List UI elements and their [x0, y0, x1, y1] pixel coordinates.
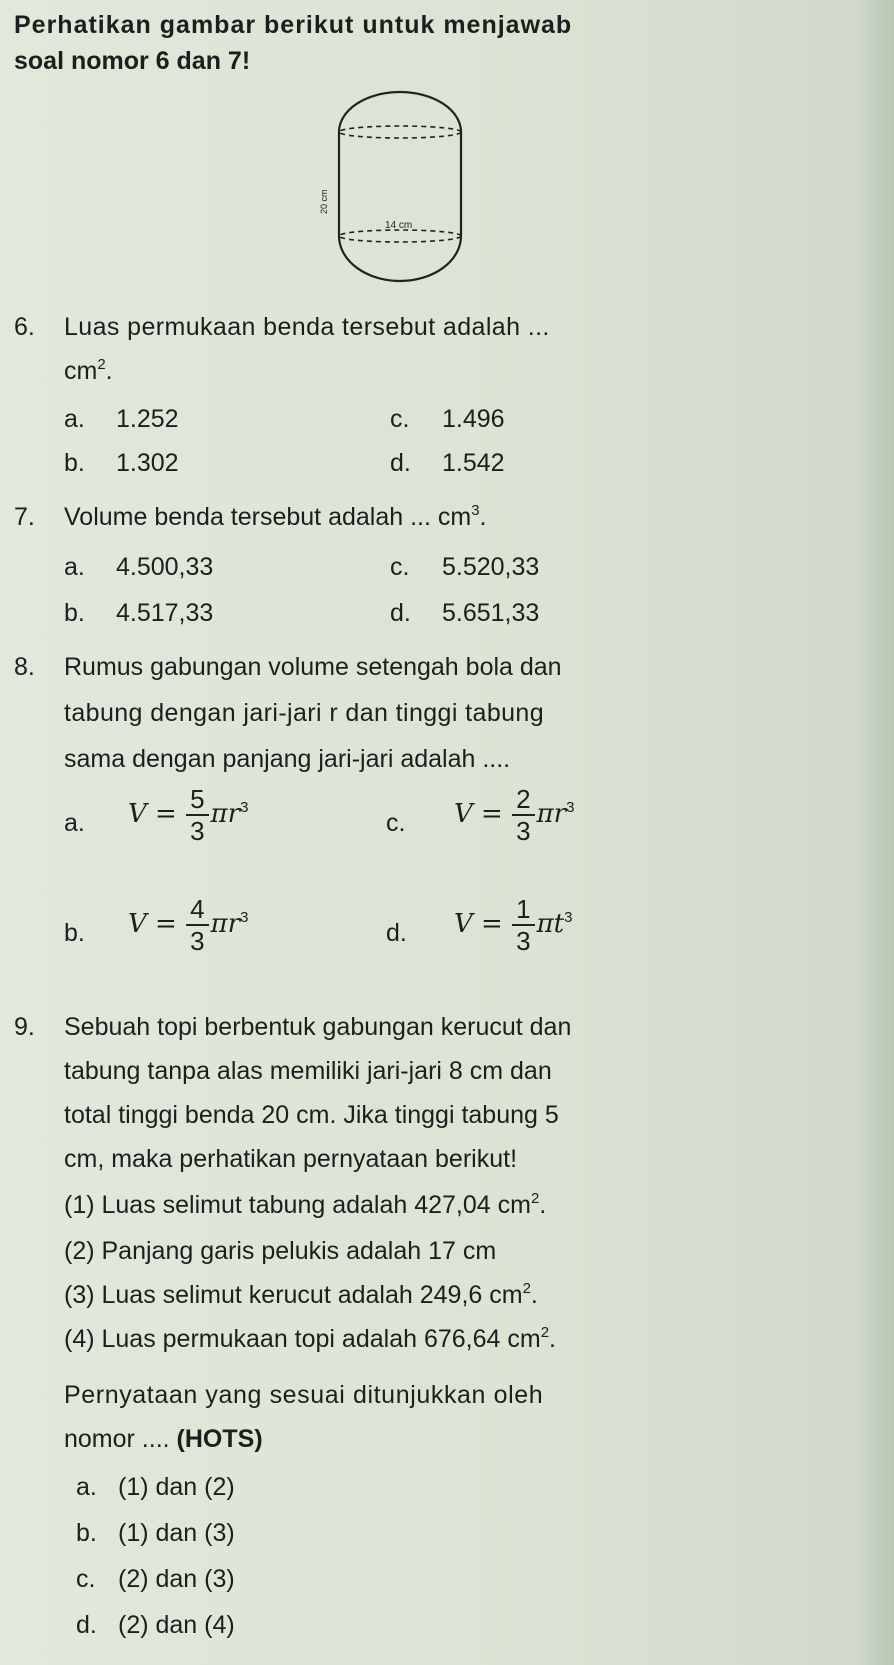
q6-text-line1: Luas permukaan benda tersebut adalah ...	[64, 313, 550, 341]
q7-text: Volume benda tersebut adalah ... $cm^3$.	[64, 502, 487, 531]
q7-option-a-letter[interactable]: a.	[64, 553, 85, 581]
q9-number: 9.	[14, 1013, 35, 1041]
q8-number: 8.	[14, 653, 35, 681]
bottom-hemisphere-arc	[339, 236, 461, 281]
q9-line1: Sebuah topi berbentuk gabungan kerucut dan	[64, 1013, 572, 1041]
q8-option-d-letter[interactable]: d.	[386, 919, 407, 947]
q7-option-b-letter[interactable]: b.	[64, 599, 85, 627]
q8-option-c-letter[interactable]: c.	[386, 809, 406, 837]
q9-option-d-value[interactable]: (2) dan (4)	[118, 1611, 235, 1639]
q9-option-a-value[interactable]: (1) dan (2)	[118, 1473, 235, 1501]
q6-option-b-letter[interactable]: b.	[64, 449, 85, 477]
q6-option-c-value[interactable]: 1.496	[442, 405, 505, 433]
q9-option-b-value[interactable]: (1) dan (3)	[118, 1519, 235, 1547]
q8-option-d-formula[interactable]: V = $\frac{1}{3}$ $\pi t^3$	[454, 894, 573, 956]
q8-line3: sama dengan panjang jari-jari adalah ....	[64, 745, 511, 773]
q9-statement-3: (3) Luas selimut kerucut adalah 249,6 $cm^2$.	[64, 1280, 538, 1309]
diameter-label: 14 cm	[385, 220, 413, 231]
q9-closing-line1: Pernyataan yang sesuai ditunjukkan oleh	[64, 1381, 544, 1409]
q6-option-c-letter[interactable]: c.	[390, 405, 410, 433]
top-hemisphere-arc	[339, 92, 461, 132]
q9-statement-1: (1) Luas selimut tabung adalah 427,04 $cm^2$.	[64, 1190, 547, 1219]
q6-option-d-value[interactable]: 1.542	[442, 449, 505, 477]
q6-text-line2: $cm^2$.	[64, 356, 113, 385]
hots-label: (HOTS)	[176, 1425, 263, 1453]
q6-number: 6.	[14, 313, 35, 341]
q6-option-a-value[interactable]: 1.252	[116, 405, 179, 433]
height-label: 20 cm	[319, 189, 329, 214]
q9-closing-line2: nomor .... (HOTS)	[64, 1425, 263, 1453]
q9-option-c-value[interactable]: (2) dan (3)	[118, 1565, 235, 1593]
q9-option-d-letter[interactable]: d.	[76, 1611, 97, 1639]
q7-option-b-value[interactable]: 4.517,33	[116, 599, 214, 627]
q9-option-b-letter[interactable]: b.	[76, 1519, 97, 1547]
q7-number: 7.	[14, 503, 35, 531]
intro-line-1: Perhatikan gambar berikut untuk menjawab	[14, 11, 573, 39]
q9-statement-4: (4) Luas permukaan topi adalah 676,64 $cm^2$.	[64, 1324, 556, 1353]
capsule-diagram	[319, 88, 475, 288]
q9-line4: cm, maka perhatikan pernyataan berikut!	[64, 1145, 518, 1173]
q8-line1: Rumus gabungan volume setengah bola dan	[64, 653, 562, 681]
q9-option-c-letter[interactable]: c.	[76, 1565, 96, 1593]
q8-option-a-formula[interactable]: V = $\frac{5}{3}$ $\pi r^3$	[128, 784, 249, 846]
q7-option-d-letter[interactable]: d.	[390, 599, 411, 627]
q8-option-c-formula[interactable]: V = $\frac{2}{3}$ $\pi r^3$	[454, 784, 575, 846]
q9-line2: tabung tanpa alas memiliki jari-jari 8 cm dan	[64, 1057, 552, 1085]
intro-line-2: soal nomor 6 dan 7!	[14, 47, 251, 75]
page-edge-shadow	[854, 0, 894, 1665]
q9-line3: total tinggi benda 20 cm. Jika tinggi tabung 5	[64, 1101, 559, 1129]
q9-option-a-letter[interactable]: a.	[76, 1473, 97, 1501]
q7-option-c-value[interactable]: 5.520,33	[442, 553, 540, 581]
top-ellipse	[339, 126, 461, 138]
q8-option-a-letter[interactable]: a.	[64, 809, 85, 837]
q8-option-b-formula[interactable]: V = $\frac{4}{3}$ $\pi r^3$	[128, 894, 249, 956]
capsule-figure	[319, 88, 475, 293]
q7-option-a-value[interactable]: 4.500,33	[116, 553, 214, 581]
q9-statement-2: (2) Panjang garis pelukis adalah 17 cm	[64, 1237, 497, 1265]
q8-option-b-letter[interactable]: b.	[64, 919, 85, 947]
q7-option-c-letter[interactable]: c.	[390, 553, 410, 581]
q7-option-d-value[interactable]: 5.651,33	[442, 599, 540, 627]
q6-option-a-letter[interactable]: a.	[64, 405, 85, 433]
q6-option-d-letter[interactable]: d.	[390, 449, 411, 477]
q8-line2: tabung dengan jari-jari r dan tinggi tabung	[64, 699, 545, 727]
bottom-ellipse	[339, 230, 461, 242]
q6-option-b-value[interactable]: 1.302	[116, 449, 179, 477]
